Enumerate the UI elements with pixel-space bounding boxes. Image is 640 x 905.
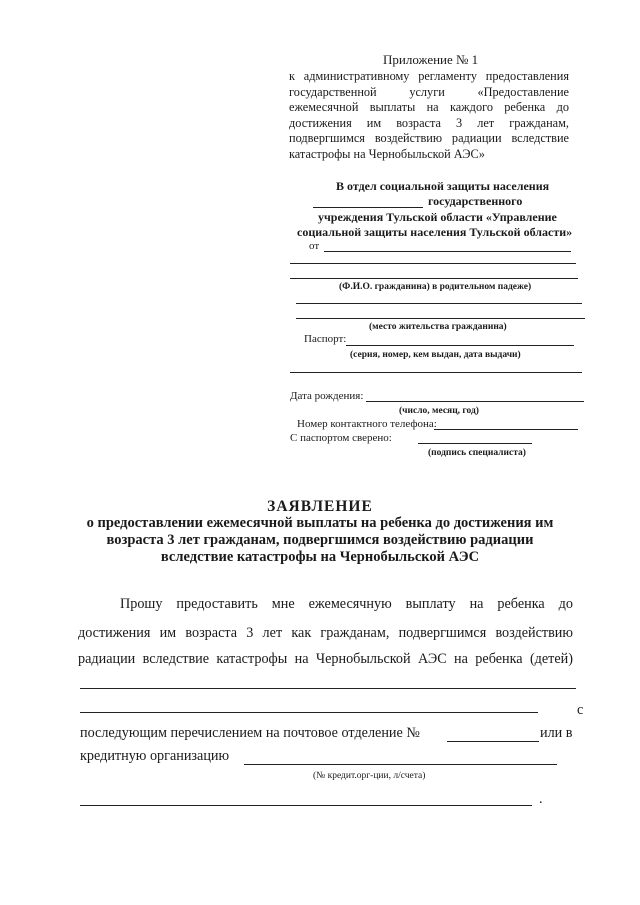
transfer-text: последующим перечислением на почтовое отделение № [80,725,420,741]
appendix-line: к административному регламенту предоставления [289,69,569,83]
account-blank[interactable] [80,805,532,806]
body-line: достижения им возраста 3 лет как гражданам, подвергшимся воздействию [78,625,573,641]
passport-label: Паспорт: [304,333,347,345]
addressee-line: государственного [428,194,523,208]
birth-label: Дата рождения: [290,390,364,402]
statement-title: ЗАЯВЛЕНИЕ [267,498,373,515]
fio-blank[interactable] [290,263,576,264]
passport-blank[interactable] [290,372,582,373]
addressee-line: социальной защиты населения Тульской области» [297,225,573,239]
from-blank[interactable] [324,251,571,252]
statement-subtitle: возраста 3 лет гражданам, подвергшимся воздействию радиации [106,532,534,548]
addressee-line: В отдел социальной защиты населения [336,179,550,193]
statement-subtitle: о предоставлении ежемесячной выплаты на ребенка до достижения им [86,515,554,531]
birth-caption: (число, месяц, год) [399,406,479,416]
body-line: радиации вследствие катастрофы на Чернобыльской АЭС на ребенка (детей) [78,651,573,667]
addressee-line: учреждения Тульской области «Управление [318,210,557,224]
birth-blank[interactable] [366,401,584,402]
credit-org-label: кредитную организацию [80,748,230,764]
address-blank[interactable] [296,318,585,319]
with-word: с [577,702,584,718]
appendix-line: подвергшимся воздействию радиации вследствие [289,131,569,145]
specialist-signature-blank[interactable] [418,443,532,444]
passport-blank[interactable] [346,345,574,346]
children-blank[interactable] [80,712,538,713]
passport-caption: (серия, номер, кем выдан, дата выдачи) [350,350,521,360]
appendix-line: государственной услуги «Предоставление [289,84,569,99]
address-caption: (место жительства гражданина) [369,322,507,332]
address-blank[interactable] [296,303,582,304]
credit-org-blank[interactable] [244,764,557,765]
appendix-title: Приложение № 1 [383,52,479,67]
from-label: от [309,240,320,252]
phone-label: Номер контактного телефона: [297,418,437,430]
appendix-line: катастрофы на Чернобыльской АЭС» [289,146,485,161]
specialist-caption: (подпись специалиста) [428,448,526,458]
department-blank[interactable] [313,207,423,208]
verified-label: С паспортом сверено: [290,432,392,444]
body-line: Прошу предоставить мне ежемесячную выплату на ребенка до [120,596,573,612]
credit-caption: (№ кредит.орг-ции, л/счета) [313,771,426,781]
or-in-text: или в [540,725,573,741]
appendix-line: достижения им возраста 3 лет гражданам, [289,115,569,130]
fio-caption: (Ф.И.О. гражданина) в родительном падеже) [339,282,532,292]
children-blank[interactable] [80,688,576,689]
post-office-blank[interactable] [447,741,539,742]
phone-blank[interactable] [434,429,578,430]
fio-blank[interactable] [290,278,578,279]
appendix-line: ежемесячной выплаты на каждого ребенка до [289,100,569,114]
statement-subtitle: вследствие катастрофы на Чернобыльской АЭС [160,549,480,565]
final-dot: . [539,791,543,807]
